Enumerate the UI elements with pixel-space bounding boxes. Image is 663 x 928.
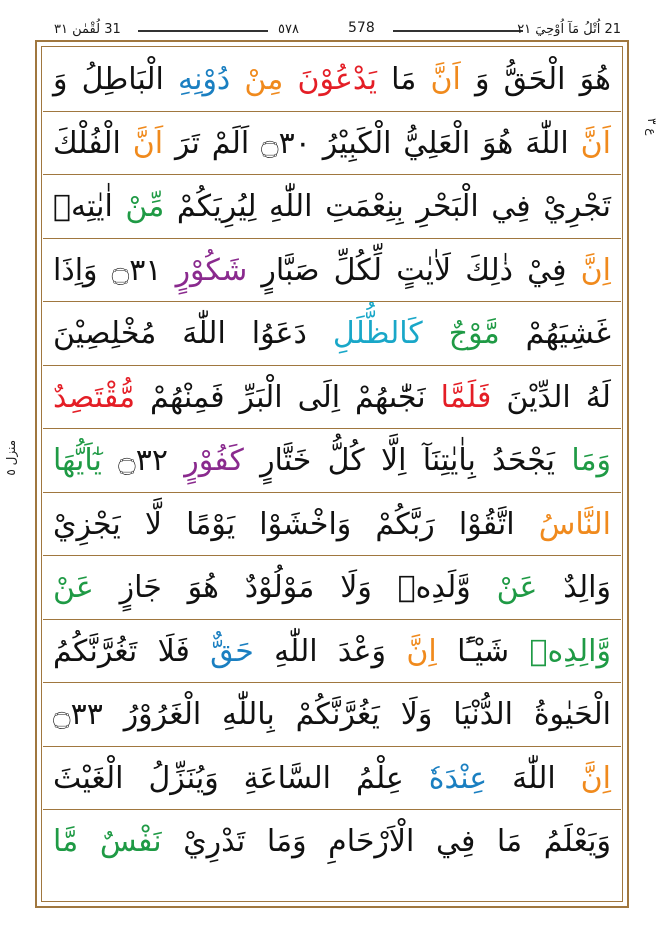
- verse-line: [43, 556, 621, 620]
- verse-word: مَا: [391, 62, 417, 97]
- verse-word: هُوَ: [579, 62, 611, 97]
- verse-word: اَنَّ: [132, 125, 164, 161]
- verse-word: وَ: [53, 62, 68, 97]
- page-header: [18, 18, 645, 40]
- page-number-arabic: ٥٧٨: [278, 22, 299, 37]
- verse-word: اللّٰهَ: [525, 125, 569, 161]
- verse-word: اَلَمْ: [211, 125, 250, 161]
- verse-word: عَنْ: [53, 570, 94, 605]
- verse-word: وَ: [474, 62, 490, 97]
- verse-word: الْحَيٰوةُ: [533, 697, 611, 732]
- verse-word: الْبَاطِلُ: [81, 62, 164, 97]
- verse-line: [43, 112, 621, 176]
- verse-word: تَجْرِيْ: [543, 189, 611, 224]
- verse-word: وَاخْشَوْا: [259, 506, 352, 542]
- verse-lines: [43, 48, 621, 874]
- verse-word: الْكَبِيْرُ: [322, 125, 392, 161]
- verse-word: مِّنْ: [125, 189, 165, 224]
- verse-line: [43, 683, 621, 747]
- verse-line: [43, 175, 621, 239]
- verse-word: وَيَعْلَمُ: [543, 824, 611, 859]
- verse-word: الْبَرِّ: [239, 379, 283, 415]
- verse-word: يَجْزِيْ: [53, 506, 121, 542]
- verse-word: اللّٰهَ: [182, 316, 226, 351]
- verse-word: فَمِنْهُمْ: [150, 379, 225, 415]
- verse-word: اللّٰهِ: [274, 633, 318, 669]
- verse-word: الْحَقُّ: [503, 62, 566, 97]
- manzil-marker: منزل ٥: [4, 440, 18, 476]
- verse-word: عَنْ: [496, 570, 538, 605]
- verse-word: كُلُّ: [327, 443, 365, 478]
- page-number: 578: [348, 20, 375, 36]
- verse-word: الدُّنْيَا: [453, 697, 513, 732]
- verse-word: بِاللّٰهِ: [222, 697, 275, 732]
- verse-word: فَلَا: [157, 633, 190, 669]
- verse-word: مَوْلُوْدٌ: [244, 570, 315, 605]
- verse-line: [43, 302, 621, 366]
- verse-word: لَاٰيٰتٍ: [396, 252, 452, 288]
- verse-word: اِلَى: [297, 379, 341, 415]
- verse-word: لِيُرِيَكُمْ: [176, 189, 257, 224]
- verse-word: اَنَّ: [580, 125, 611, 161]
- verse-word: جَازٍ: [119, 570, 162, 605]
- verse-word: يَغُرَّنَّكُمْ: [295, 697, 380, 732]
- verse-line: [43, 810, 621, 874]
- verse-word: يَدْعُوْنَ: [297, 62, 377, 97]
- verse-word: نَفْسٌ: [99, 824, 162, 859]
- verse-word: وَمَا: [571, 443, 612, 478]
- verse-word: ۝٣٢: [118, 443, 168, 478]
- verse-word: لَّا: [144, 506, 162, 542]
- verse-word: النَّاسُ: [538, 506, 612, 542]
- verse-line: [43, 747, 621, 811]
- verse-word: مِنْ: [244, 62, 284, 97]
- verse-word: اتَّقُوْا: [458, 506, 515, 542]
- ruku-marker: ع ٣: [645, 118, 659, 136]
- verse-word: وَلَا: [340, 570, 372, 605]
- verse-word: فِي: [435, 824, 476, 859]
- verse-word: رَبَّكُمْ: [375, 506, 435, 542]
- verse-word: اٰيٰتِهٖ: [53, 189, 113, 224]
- verse-word: الْفُلْكَ: [53, 125, 121, 161]
- verse-word: مَّا: [53, 824, 79, 859]
- verse-word: يَجْحَدُ: [492, 443, 555, 478]
- verse-word: دُوْنِهِ: [178, 62, 231, 97]
- verse-word: وَالِدٌ: [563, 570, 611, 605]
- verse-line: [43, 366, 621, 430]
- verse-word: السَّاعَةِ: [243, 760, 332, 796]
- verse-word: ذٰلِكَ: [465, 252, 514, 288]
- verse-word: الْبَحْرِ: [416, 189, 479, 224]
- verse-word: عِلْمُ: [356, 760, 404, 796]
- verse-word: ۝٣٣: [53, 697, 103, 732]
- verse-word: لِّكُلِّ: [333, 252, 383, 288]
- verse-word: شَيْـًٔا: [457, 633, 510, 669]
- verse-word: فِيْ: [527, 252, 567, 288]
- verse-word: وَّلَدِهٖ: [397, 570, 471, 605]
- verse-word: شَكُوْرٍ: [175, 252, 248, 288]
- verse-word: اِنَّ: [406, 633, 437, 669]
- verse-word: اللّٰهَ: [512, 760, 556, 796]
- verse-word: لَهُ: [585, 379, 611, 415]
- verse-word: مُخْلِصِيْنَ: [53, 316, 157, 351]
- juz-name-label: 21 اُتْلُ مَآ اُوْحِيَ ٢١: [517, 22, 621, 37]
- verse-word: تَرَ: [174, 125, 200, 161]
- verse-word: اللّٰهِ: [269, 189, 313, 224]
- verse-word: مُّقْتَصِدٌ: [53, 379, 136, 415]
- verse-word: تَغُرَّنَّكُمُ: [53, 633, 138, 669]
- verse-word: ۝٣٠: [261, 125, 311, 161]
- verse-word: وَيُنَزِّلُ: [148, 760, 219, 796]
- verse-word: هُوَ: [187, 570, 219, 605]
- verse-word: فِي: [491, 189, 531, 224]
- verse-word: غَشِيَهُمْ: [525, 316, 611, 351]
- verse-word: حَقٌّ: [210, 633, 254, 669]
- verse-word: فَلَمَّا: [440, 379, 492, 415]
- verse-line: [43, 620, 621, 684]
- header-divider-right: [393, 30, 523, 32]
- verse-word: الْغَيْثَ: [53, 760, 124, 796]
- verse-line: [43, 429, 621, 493]
- surah-name-label: 31 لُقْمٰن ٣١: [54, 22, 121, 37]
- verse-word: عِنْدَهٗ: [428, 760, 488, 796]
- verse-word: وَعْدَ: [337, 633, 387, 669]
- verse-word: اِنَّ: [580, 252, 611, 288]
- verse-word: نَجّٰىهُمْ: [355, 379, 426, 415]
- verse-word: تَدْرِيْ: [183, 824, 246, 859]
- verse-word: بِاٰيٰتِنَآ: [422, 443, 476, 478]
- verse-word: الْغَرُوْرُ: [123, 697, 202, 732]
- verse-word: هُوَ: [482, 125, 514, 161]
- verse-word: وَمَا: [266, 824, 307, 859]
- verse-word: بِنِعْمَتِ: [325, 189, 404, 224]
- verse-word: ۝٣١: [111, 252, 162, 288]
- verse-word: وَّالِدِهٖ: [529, 633, 611, 669]
- verse-word: وَلَا: [400, 697, 433, 732]
- verse-word: اَنَّ: [430, 62, 461, 97]
- verse-word: الدِّيْنَ: [506, 379, 571, 415]
- verse-word: مَا: [496, 824, 523, 859]
- verse-line: [43, 239, 621, 303]
- verse-word: كَفُوْرٍ: [184, 443, 244, 478]
- verse-word: يَوْمًا: [186, 506, 236, 542]
- verse-word: الْاَرْحَامِ: [328, 824, 415, 859]
- verse-line: [43, 493, 621, 557]
- verse-word: كَالظُّلَلِ: [332, 316, 423, 351]
- verse-word: خَتَّارٍ: [260, 443, 312, 478]
- verse-word: دَعَوُا: [251, 316, 307, 351]
- verse-word: مَّوْجٌ: [448, 316, 500, 351]
- header-divider-left: [138, 30, 268, 32]
- verse-word: يٰٓاَيُّهَا: [53, 443, 102, 478]
- verse-word: الْعَلِيُّ: [403, 125, 471, 161]
- verse-word: وَاِذَا: [53, 252, 98, 288]
- verse-line: [43, 48, 621, 112]
- verse-word: صَبَّارٍ: [261, 252, 320, 288]
- verse-word: اِنَّ: [580, 760, 612, 796]
- verse-word: اِلَّا: [380, 443, 407, 478]
